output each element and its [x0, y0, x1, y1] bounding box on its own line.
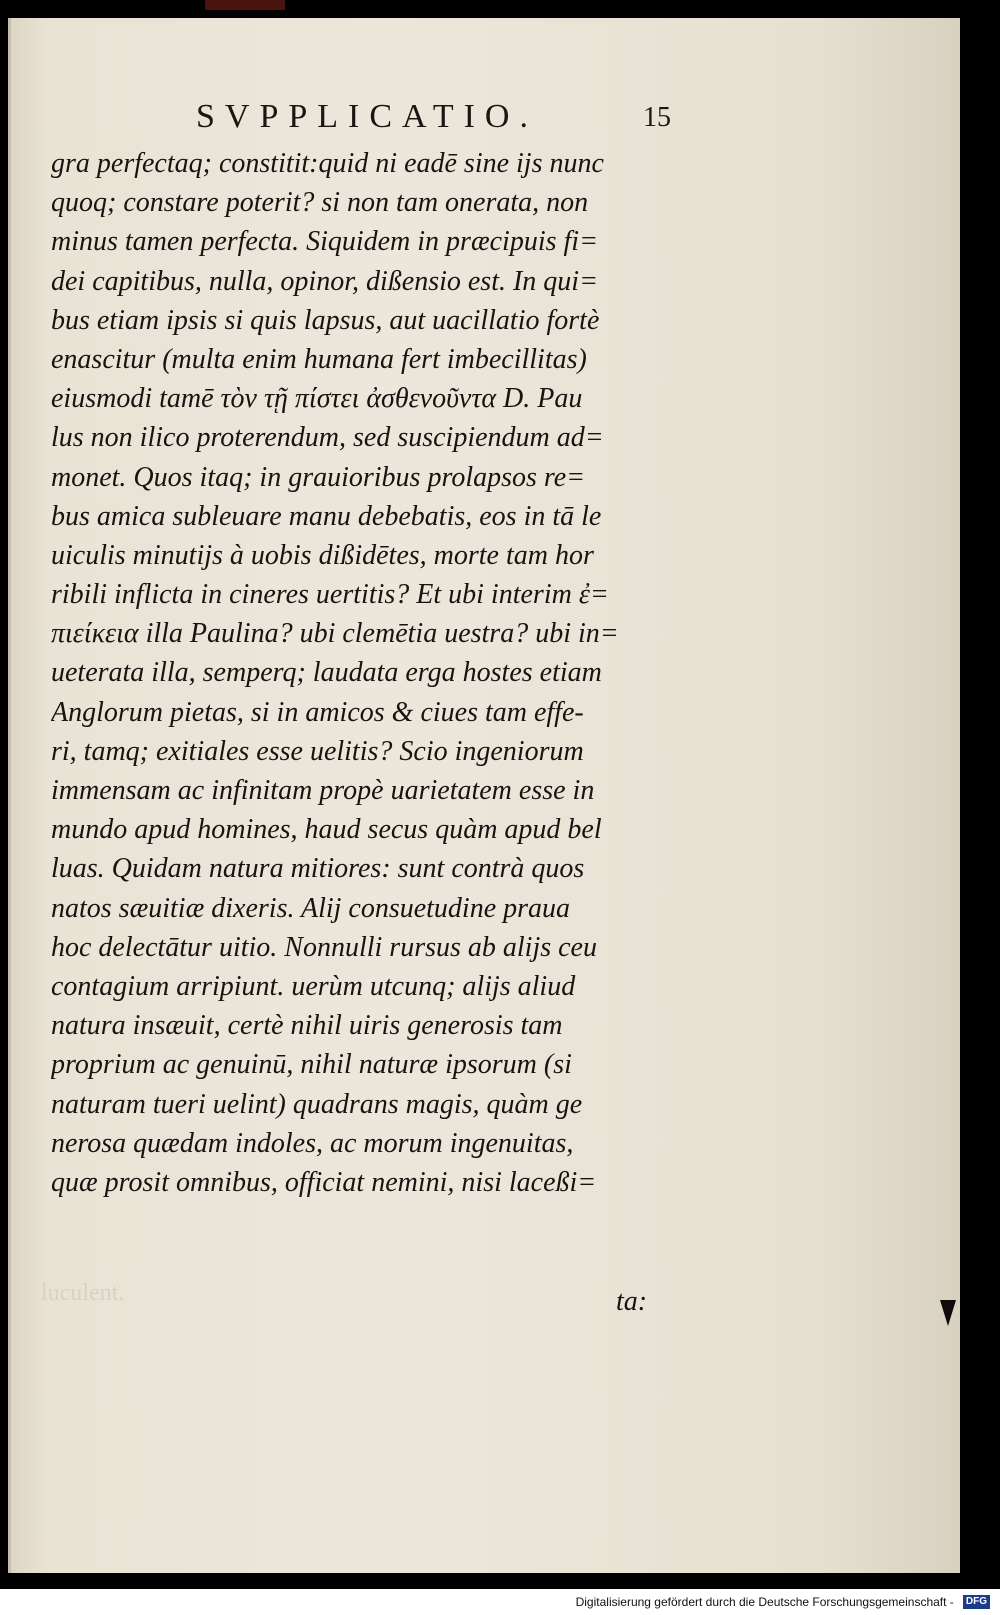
text-line: bus etiam ipsis si quis lapsus, aut uacillatio fortè	[51, 304, 600, 336]
text-line: dei capitibus, nulla, opinor, dißensio est. In qui=	[51, 265, 598, 297]
text-line: nerosa quædam indoles, ac morum ingenuitas,	[51, 1127, 574, 1159]
text-line: uiculis minutijs à uobis dißidētes, morte tam hor	[51, 539, 594, 571]
text-line: immensam ac infinitam propè uarietatem esse in	[51, 775, 595, 806]
text-line: lus non ilico proterendum, sed suscipiendum ad=	[51, 422, 604, 454]
paper-page	[8, 18, 960, 1573]
text-line: Anglorum pietas, si in amicos & ciues tam effe-	[51, 696, 584, 728]
text-line: πιείκεια illa Paulina? ubi clemētia uestra? ubi in=	[51, 618, 619, 650]
text-line: ueterata illa, semperq; laudata erga hostes etiam	[51, 657, 602, 689]
text-line: natos sæuitiæ dixeris. Alij consuetudine praua	[51, 892, 571, 924]
text-line: bus amica subleuare manu debebatis, eos in tā le	[51, 500, 602, 532]
text-line: contagium arripiunt. uerùm utcunq; alijs aliud	[51, 970, 576, 1002]
ink-blot-mark	[940, 1300, 956, 1326]
text-line: eiusmodi tamē τὸν τῇ πίστει ἀσθενοῦντα D. Pau	[51, 383, 583, 415]
text-line: quoq; constare poterit? si non tam onerata, non	[51, 187, 589, 219]
text-line: gra perfectaq; constitit:quid ni eadē sine ijs nunc	[51, 148, 604, 179]
binding-mark	[205, 0, 285, 10]
text-line: monet. Quos itaq; in grauioribus prolapsos re=	[51, 461, 586, 493]
dfg-logo-badge: DFG	[963, 1595, 990, 1609]
catchword: ta:	[616, 1286, 648, 1317]
text-line: enascitur (multa enim humana fert imbecillitas)	[51, 343, 587, 375]
text-line: mundo apud homines, haud secus quàm apud bel	[51, 814, 602, 846]
body-text	[51, 144, 661, 1202]
text-line: quæ prosit omnibus, officiat nemini, nisi laceßi=	[51, 1166, 597, 1198]
text-line: luas. Quidam natura mitiores: sunt contrà quos	[51, 853, 585, 885]
running-head: SVPPLICATIO.	[196, 98, 538, 135]
page-number: 15	[643, 102, 671, 133]
text-line: ribili inflicta in cineres uertitis? Et ubi interim ἐ=	[51, 579, 609, 611]
show-through-text: luculent.	[41, 1280, 125, 1306]
text-line: naturam tueri uelint) quadrans magis, quàm ge	[51, 1088, 583, 1120]
text-line: proprium ac genuinū, nihil naturæ ipsorum (si	[51, 1049, 572, 1081]
text-line: hoc delectātur uitio. Nonnulli rursus ab alijs ceu	[51, 931, 597, 963]
text-line: ri, tamq; exitiales esse uelitis? Scio ingeniorum	[51, 735, 584, 767]
footer-credit-text: Digitalisierung gefördert durch die Deutsche Forschungsgemeinschaft -	[575, 1595, 954, 1609]
text-line: minus tamen perfecta. Siquidem in præcipuis fi=	[51, 226, 598, 258]
footer-credit	[0, 1589, 1000, 1615]
text-line: natura insæuit, certè nihil uiris generosis tam	[51, 1010, 563, 1042]
